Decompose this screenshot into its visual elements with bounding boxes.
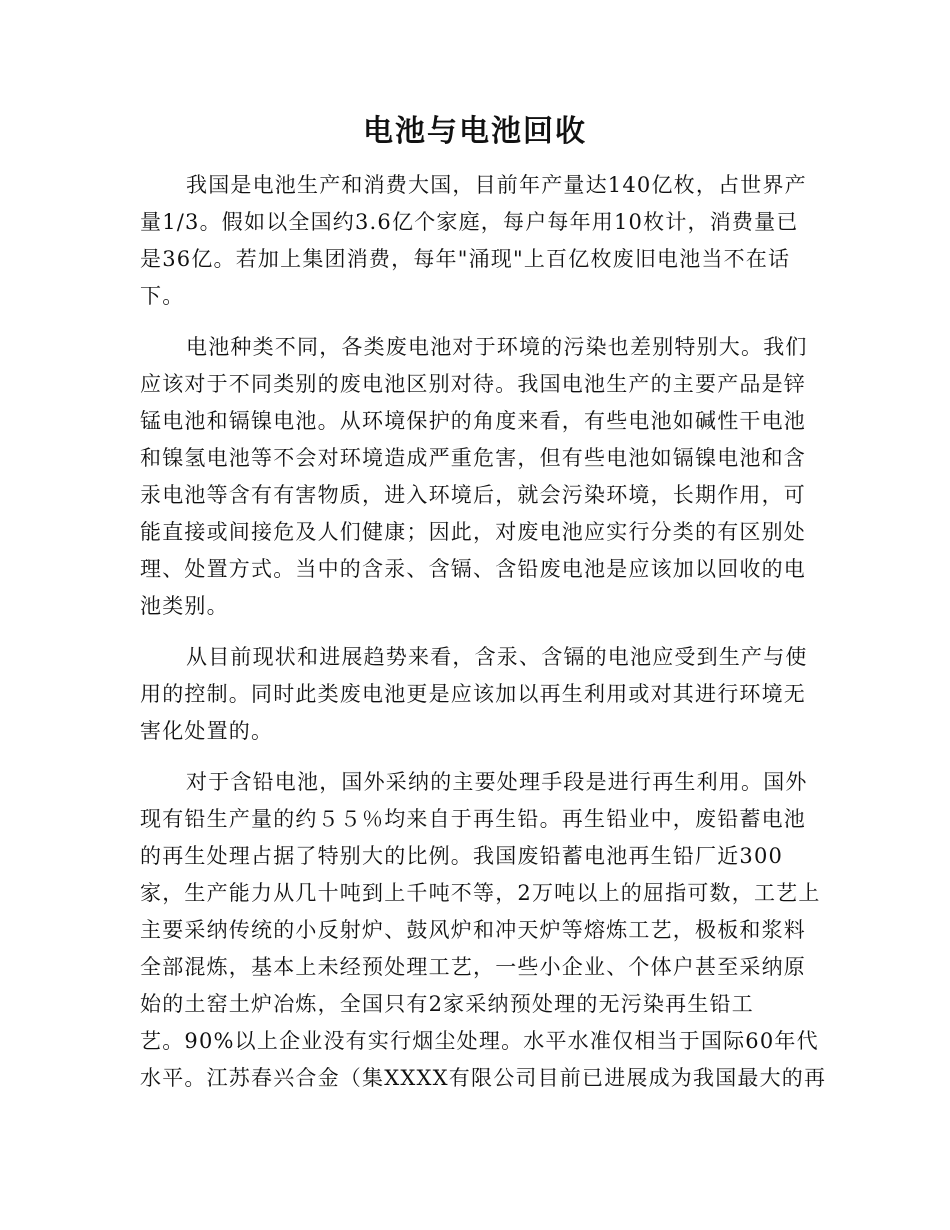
document-title: 电池与电池回收 [363, 114, 587, 149]
paragraph-line: 对于含铅电池，国外采纳的主要处理手段是进行再生利用。国外 [186, 770, 808, 794]
paragraph-line: 家，生产能力从几十吨到上千吨不等，2万吨以上的屈指可数，工艺上 [140, 881, 821, 905]
paragraph-line: 的再生处理占据了特别大的比例。我国废铅蓄电池再生铅厂近300 [140, 844, 784, 868]
paragraph-2 [140, 329, 810, 625]
paragraph-line: 下。 [140, 284, 185, 308]
paragraph-line: 从目前现状和进展趋势来看，含汞、含镉的电池应受到生产与使 [186, 645, 808, 669]
paragraph-line: 水平。江苏春兴合金（集XXXX有限公司目前已进展成为我国最大的再 [140, 1066, 827, 1090]
paragraph-line: 锰电池和镉镍电池。从环境保护的角度来看，有些电池如碱性干电池 [140, 409, 806, 433]
paragraph-line: 主要采纳传统的小反射炉、鼓风炉和冲天炉等熔炼工艺，极板和浆料 [140, 918, 806, 942]
paragraph-line: 是36亿。若加上集团消费，每年"涌现"上百亿枚废旧电池当不在话 [140, 247, 791, 271]
paragraph-line: 现有铅生产量的约５５％均来自于再生铅。再生铅业中，废铅蓄电池 [140, 807, 806, 831]
paragraph-line: 应该对于不同类别的废电池区别对待。我国电池生产的主要产品是锌 [140, 372, 806, 396]
paragraph-line: 始的土窑土炉冶炼，全国只有2家采纳预处理的无污染再生铅工 [140, 992, 754, 1016]
paragraph-4 [140, 764, 827, 1097]
paragraph-3 [140, 639, 810, 750]
paragraph-line: 理、处置方式。当中的含汞、含镉、含铅废电池是应该加以回收的电 [140, 557, 806, 581]
paragraph-line: 艺。90%以上企业没有实行烟尘处理。水平水准仅相当于国际60年代 [140, 1029, 819, 1053]
paragraph-line: 能直接或间接危及人们健康；因此，对废电池应实行分类的有区别处 [140, 520, 806, 544]
paragraph-line: 汞电池等含有有害物质，进入环境后，就会污染环境，长期作用，可 [140, 483, 806, 507]
paragraph-line: 池类别。 [140, 594, 229, 618]
paragraph-line: 用的控制。同时此类废电池更是应该加以再生利用或对其进行环境无 [140, 682, 806, 706]
paragraph-line: 量1/3。假如以全国约3.6亿个家庭，每户每年用10枚计，消费量已 [140, 210, 799, 234]
paragraph-line: 害化处置的。 [140, 719, 274, 743]
paragraph-1 [140, 167, 810, 315]
paragraph-line: 我国是电池生产和消费大国，目前年产量达140亿枚，占世界产 [186, 173, 807, 197]
paragraph-line: 全部混炼，基本上未经预处理工艺，一些小企业、个体户甚至采纳原 [140, 955, 806, 979]
paragraph-line: 和镍氢电池等不会对环境造成严重危害，但有些电池如镉镍电池和含 [140, 446, 806, 470]
paragraph-line: 电池种类不同，各类废电池对于环境的污染也差别特别大。我们 [186, 335, 808, 359]
